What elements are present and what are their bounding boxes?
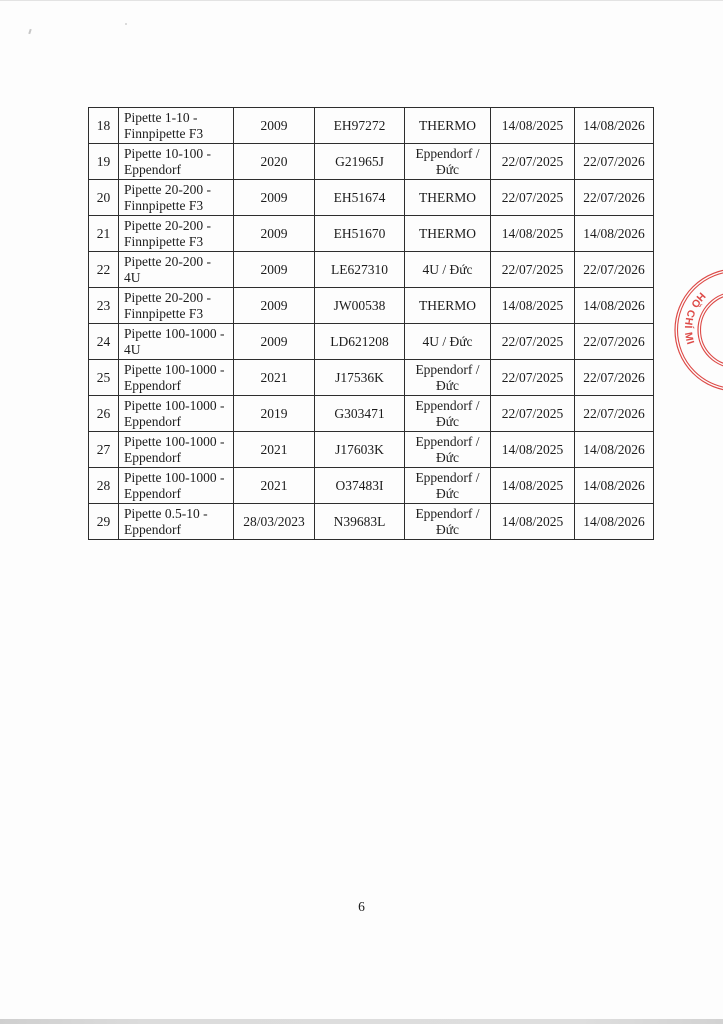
cell-year: 2019 (234, 396, 315, 432)
cell-brand: Eppendorf / Đức (405, 396, 491, 432)
cell-date-2: 14/08/2026 (575, 504, 654, 540)
cell-row-number: 20 (89, 180, 119, 216)
table-row (89, 216, 654, 252)
cell-date-1: 22/07/2025 (491, 360, 575, 396)
stamp-inner-arc (698, 292, 723, 368)
red-circular-stamp (660, 258, 723, 402)
cell-row-number: 26 (89, 396, 119, 432)
cell-serial: LD621208 (315, 324, 405, 360)
cell-serial: EH51674 (315, 180, 405, 216)
cell-serial: EH51670 (315, 216, 405, 252)
cell-serial: N39683L (315, 504, 405, 540)
table-row (89, 396, 654, 432)
stamp-inner-arc (701, 295, 723, 366)
cell-date-2: 22/07/2026 (575, 252, 654, 288)
scan-edge-top (0, 0, 723, 1)
table-row (89, 504, 654, 540)
cell-year: 2009 (234, 252, 315, 288)
cell-brand: THERMO (405, 216, 491, 252)
cell-row-number: 18 (89, 108, 119, 144)
cell-serial: G303471 (315, 396, 405, 432)
cell-date-2: 22/07/2026 (575, 396, 654, 432)
table-row (89, 252, 654, 288)
cell-row-number: 25 (89, 360, 119, 396)
scan-speck (125, 23, 127, 25)
cell-brand: 4U / Đức (405, 252, 491, 288)
cell-year: 2009 (234, 180, 315, 216)
cell-brand: Eppendorf / Đức (405, 360, 491, 396)
page-number: 6 (358, 899, 365, 914)
cell-date-1: 14/08/2025 (491, 468, 575, 504)
cell-row-number: 22 (89, 252, 119, 288)
cell-device-name: Pipette 20-200 - 4U (119, 252, 234, 288)
cell-serial: J17536K (315, 360, 405, 396)
cell-serial: O37483I (315, 468, 405, 504)
cell-year: 28/03/2023 (234, 504, 315, 540)
table-row (89, 360, 654, 396)
cell-device-name: Pipette 1-10 - Finnpipette F3 (119, 108, 234, 144)
cell-row-number: 28 (89, 468, 119, 504)
cell-date-1: 14/08/2025 (491, 216, 575, 252)
stamp-outer-arc (678, 272, 723, 389)
cell-serial: LE627310 (315, 252, 405, 288)
cell-device-name: Pipette 100-1000 - Eppendorf (119, 468, 234, 504)
pipette-calibration-table (88, 107, 654, 540)
table-row (89, 180, 654, 216)
cell-year: 2009 (234, 216, 315, 252)
cell-date-1: 14/08/2025 (491, 504, 575, 540)
cell-device-name: Pipette 100-1000 - 4U (119, 324, 234, 360)
cell-date-1: 14/08/2025 (491, 288, 575, 324)
cell-date-2: 14/08/2026 (575, 468, 654, 504)
cell-year: 2021 (234, 432, 315, 468)
cell-serial: JW00538 (315, 288, 405, 324)
cell-serial: J17603K (315, 432, 405, 468)
cell-brand: Eppendorf / Đức (405, 504, 491, 540)
cell-device-name: Pipette 20-200 - Finnpipette F3 (119, 288, 234, 324)
table-row (89, 108, 654, 144)
cell-device-name: Pipette 20-200 - Finnpipette F3 (119, 216, 234, 252)
cell-brand: THERMO (405, 180, 491, 216)
cell-serial: EH97272 (315, 108, 405, 144)
cell-serial: G21965J (315, 144, 405, 180)
stamp-outer-arc (675, 269, 723, 391)
cell-date-2: 22/07/2026 (575, 360, 654, 396)
cell-date-2: 14/08/2026 (575, 216, 654, 252)
cell-date-2: 14/08/2026 (575, 432, 654, 468)
cell-date-1: 14/08/2025 (491, 108, 575, 144)
table-row (89, 288, 654, 324)
cell-date-1: 14/08/2025 (491, 432, 575, 468)
stamp-text: HỒ CHÍ MI (681, 289, 708, 347)
cell-year: 2021 (234, 468, 315, 504)
cell-date-2: 22/07/2026 (575, 180, 654, 216)
cell-row-number: 23 (89, 288, 119, 324)
table-row (89, 432, 654, 468)
cell-date-2: 14/08/2026 (575, 108, 654, 144)
table-row (89, 144, 654, 180)
cell-date-2: 22/07/2026 (575, 324, 654, 360)
cell-brand: 4U / Đức (405, 324, 491, 360)
cell-year: 2020 (234, 144, 315, 180)
scan-speck (28, 29, 31, 34)
table-row (89, 324, 654, 360)
cell-row-number: 21 (89, 216, 119, 252)
cell-device-name: Pipette 100-1000 - Eppendorf (119, 396, 234, 432)
cell-brand: Eppendorf / Đức (405, 468, 491, 504)
cell-date-1: 22/07/2025 (491, 144, 575, 180)
cell-row-number: 24 (89, 324, 119, 360)
cell-year: 2009 (234, 288, 315, 324)
cell-row-number: 19 (89, 144, 119, 180)
cell-year: 2009 (234, 324, 315, 360)
cell-device-name: Pipette 0.5-10 - Eppendorf (119, 504, 234, 540)
cell-device-name: Pipette 10-100 - Eppendorf (119, 144, 234, 180)
cell-year: 2021 (234, 360, 315, 396)
table-row (89, 468, 654, 504)
cell-brand: Eppendorf / Đức (405, 432, 491, 468)
cell-device-name: Pipette 100-1000 - Eppendorf (119, 360, 234, 396)
scan-edge-bottom (0, 1019, 723, 1024)
cell-date-2: 14/08/2026 (575, 288, 654, 324)
cell-date-1: 22/07/2025 (491, 396, 575, 432)
cell-date-2: 22/07/2026 (575, 144, 654, 180)
cell-date-1: 22/07/2025 (491, 180, 575, 216)
cell-year: 2009 (234, 108, 315, 144)
cell-brand: THERMO (405, 288, 491, 324)
cell-row-number: 27 (89, 432, 119, 468)
cell-device-name: Pipette 20-200 - Finnpipette F3 (119, 180, 234, 216)
cell-date-1: 22/07/2025 (491, 324, 575, 360)
cell-row-number: 29 (89, 504, 119, 540)
cell-brand: Eppendorf / Đức (405, 144, 491, 180)
svg-text:HỒ CHÍ MI (682, 290, 708, 347)
cell-date-1: 22/07/2025 (491, 252, 575, 288)
cell-brand: THERMO (405, 108, 491, 144)
cell-device-name: Pipette 100-1000 - Eppendorf (119, 432, 234, 468)
